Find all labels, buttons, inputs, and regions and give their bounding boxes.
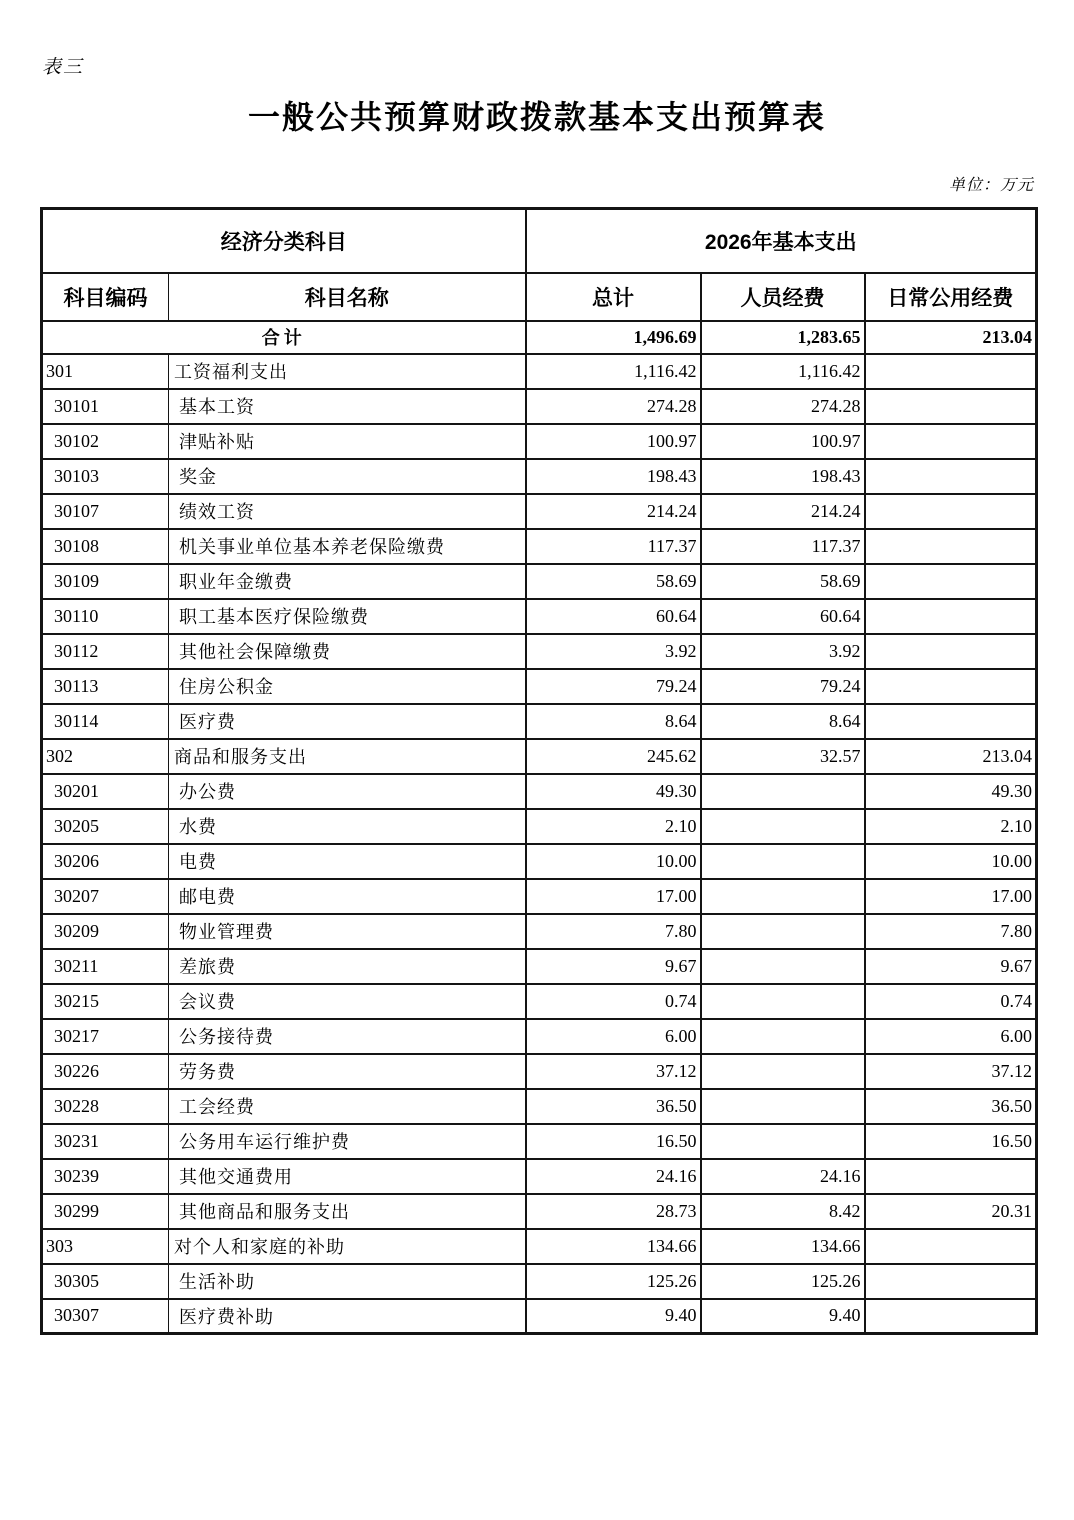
row-code: 30101: [42, 389, 169, 424]
table-row: [42, 844, 1037, 879]
row-name: 奖金: [169, 459, 526, 494]
row-daily-public: 0.74: [865, 984, 1037, 1019]
row-daily-public: 2.10: [865, 809, 1037, 844]
row-code: 30103: [42, 459, 169, 494]
row-code: 30109: [42, 564, 169, 599]
row-code: 30206: [42, 844, 169, 879]
row-daily-public: 9.67: [865, 949, 1037, 984]
table-row: [42, 494, 1037, 529]
row-code: 30113: [42, 669, 169, 704]
table-row: [42, 1124, 1037, 1159]
table-row: [42, 564, 1037, 599]
row-name: 工资福利支出: [169, 354, 526, 389]
table-row: [42, 774, 1037, 809]
row-code: 30114: [42, 704, 169, 739]
row-daily-public: 213.04: [865, 739, 1037, 774]
row-personnel: [701, 1019, 865, 1054]
row-total: 49.30: [526, 774, 701, 809]
row-daily-public: 36.50: [865, 1089, 1037, 1124]
row-total: 58.69: [526, 564, 701, 599]
row-name: 公务接待费: [169, 1019, 526, 1054]
row-personnel: 1,116.42: [701, 354, 865, 389]
row-total: 8.64: [526, 704, 701, 739]
row-code: 30108: [42, 529, 169, 564]
table-row: [42, 1264, 1037, 1299]
table-row: [42, 1299, 1037, 1334]
row-name: 办公费: [169, 774, 526, 809]
total-row-personnel: 1,283.65: [701, 321, 865, 354]
row-daily-public: 37.12: [865, 1054, 1037, 1089]
row-code: 30307: [42, 1299, 169, 1334]
row-total: 3.92: [526, 634, 701, 669]
row-code: 30110: [42, 599, 169, 634]
row-daily-public: 16.50: [865, 1124, 1037, 1159]
row-name: 职工基本医疗保险缴费: [169, 599, 526, 634]
table-row: [42, 1019, 1037, 1054]
row-personnel: [701, 1124, 865, 1159]
row-total: 79.24: [526, 669, 701, 704]
row-personnel: 79.24: [701, 669, 865, 704]
row-code: 30226: [42, 1054, 169, 1089]
row-code: 30217: [42, 1019, 169, 1054]
row-daily-public: [865, 669, 1037, 704]
table-row: [42, 424, 1037, 459]
row-total: 1,116.42: [526, 354, 701, 389]
row-name: 物业管理费: [169, 914, 526, 949]
row-total: 24.16: [526, 1159, 701, 1194]
total-row: [42, 321, 1037, 354]
table-row: [42, 809, 1037, 844]
row-code: 30107: [42, 494, 169, 529]
row-total: 2.10: [526, 809, 701, 844]
row-name: 基本工资: [169, 389, 526, 424]
table-row: [42, 669, 1037, 704]
row-total: 198.43: [526, 459, 701, 494]
row-personnel: [701, 914, 865, 949]
row-personnel: [701, 1054, 865, 1089]
row-code: 30228: [42, 1089, 169, 1124]
row-total: 7.80: [526, 914, 701, 949]
row-name: 医疗费补助: [169, 1299, 526, 1334]
column-header-code: 科目编码: [42, 273, 169, 321]
table-row: [42, 984, 1037, 1019]
column-header-daily-public: 日常公用经费: [865, 273, 1037, 321]
row-total: 9.67: [526, 949, 701, 984]
row-daily-public: [865, 389, 1037, 424]
row-personnel: 214.24: [701, 494, 865, 529]
column-header-personnel: 人员经费: [701, 273, 865, 321]
row-total: 17.00: [526, 879, 701, 914]
row-daily-public: [865, 459, 1037, 494]
row-name: 差旅费: [169, 949, 526, 984]
row-personnel: 117.37: [701, 529, 865, 564]
row-personnel: [701, 879, 865, 914]
row-code: 30102: [42, 424, 169, 459]
row-personnel: 134.66: [701, 1229, 865, 1264]
row-daily-public: 49.30: [865, 774, 1037, 809]
row-name: 其他交通费用: [169, 1159, 526, 1194]
row-daily-public: 20.31: [865, 1194, 1037, 1229]
table-row: [42, 389, 1037, 424]
row-personnel: [701, 949, 865, 984]
row-personnel: 8.64: [701, 704, 865, 739]
row-personnel: 58.69: [701, 564, 865, 599]
unit-note: 单位：万元: [948, 177, 1034, 194]
row-daily-public: [865, 1229, 1037, 1264]
column-header-total: 总计: [526, 273, 701, 321]
row-personnel: 125.26: [701, 1264, 865, 1299]
row-name: 电费: [169, 844, 526, 879]
row-total: 36.50: [526, 1089, 701, 1124]
row-daily-public: 17.00: [865, 879, 1037, 914]
row-personnel: [701, 774, 865, 809]
row-name: 其他商品和服务支出: [169, 1194, 526, 1229]
row-total: 117.37: [526, 529, 701, 564]
total-row-daily-public: 213.04: [865, 321, 1037, 354]
row-personnel: 9.40: [701, 1299, 865, 1334]
page-title: 一般公共预算财政拨款基本支出预算表: [247, 99, 826, 135]
header-economic-category-group: 经济分类科目: [42, 209, 526, 273]
row-daily-public: [865, 704, 1037, 739]
table-row: [42, 1159, 1037, 1194]
table-row: [42, 739, 1037, 774]
row-personnel: [701, 844, 865, 879]
row-name: 医疗费: [169, 704, 526, 739]
column-header-name: 科目名称: [169, 273, 526, 321]
row-daily-public: [865, 529, 1037, 564]
budget-table: [40, 207, 1038, 1335]
row-total: 37.12: [526, 1054, 701, 1089]
row-personnel: [701, 984, 865, 1019]
row-code: 302: [42, 739, 169, 774]
row-total: 134.66: [526, 1229, 701, 1264]
table-body: [42, 321, 1037, 1334]
row-name: 住房公积金: [169, 669, 526, 704]
table-row: [42, 1194, 1037, 1229]
row-personnel: 198.43: [701, 459, 865, 494]
table-row: [42, 354, 1037, 389]
row-daily-public: [865, 599, 1037, 634]
row-personnel: 32.57: [701, 739, 865, 774]
row-total: 16.50: [526, 1124, 701, 1159]
table-row: [42, 914, 1037, 949]
table-row: [42, 704, 1037, 739]
row-name: 绩效工资: [169, 494, 526, 529]
row-name: 生活补助: [169, 1264, 526, 1299]
row-name: 商品和服务支出: [169, 739, 526, 774]
row-total: 274.28: [526, 389, 701, 424]
row-total: 0.74: [526, 984, 701, 1019]
row-daily-public: [865, 494, 1037, 529]
row-total: 125.26: [526, 1264, 701, 1299]
table-row: [42, 879, 1037, 914]
row-personnel: 24.16: [701, 1159, 865, 1194]
row-name: 津贴补贴: [169, 424, 526, 459]
row-code: 30215: [42, 984, 169, 1019]
row-code: 30209: [42, 914, 169, 949]
row-total: 245.62: [526, 739, 701, 774]
row-code: 30201: [42, 774, 169, 809]
total-row-label: 合计: [42, 321, 526, 354]
table-row: [42, 599, 1037, 634]
row-code: 30207: [42, 879, 169, 914]
row-daily-public: [865, 1159, 1037, 1194]
row-name: 公务用车运行维护费: [169, 1124, 526, 1159]
header-group-row: [42, 209, 1037, 273]
row-name: 会议费: [169, 984, 526, 1019]
row-personnel: 274.28: [701, 389, 865, 424]
row-code: 30231: [42, 1124, 169, 1159]
table-row: [42, 1054, 1037, 1089]
row-personnel: [701, 1089, 865, 1124]
row-total: 60.64: [526, 599, 701, 634]
row-personnel: 60.64: [701, 599, 865, 634]
table-row: [42, 1229, 1037, 1264]
table-row: [42, 634, 1037, 669]
row-personnel: 8.42: [701, 1194, 865, 1229]
row-code: 30305: [42, 1264, 169, 1299]
row-code: 30299: [42, 1194, 169, 1229]
table-row: [42, 949, 1037, 984]
row-name: 劳务费: [169, 1054, 526, 1089]
row-daily-public: [865, 424, 1037, 459]
row-daily-public: 6.00: [865, 1019, 1037, 1054]
row-daily-public: [865, 354, 1037, 389]
row-personnel: 3.92: [701, 634, 865, 669]
total-row-total: 1,496.69: [526, 321, 701, 354]
row-total: 28.73: [526, 1194, 701, 1229]
row-total: 100.97: [526, 424, 701, 459]
row-daily-public: [865, 564, 1037, 599]
row-code: 303: [42, 1229, 169, 1264]
table-row: [42, 1089, 1037, 1124]
row-name: 水费: [169, 809, 526, 844]
row-total: 9.40: [526, 1299, 701, 1334]
row-name: 职业年金缴费: [169, 564, 526, 599]
row-daily-public: 10.00: [865, 844, 1037, 879]
row-personnel: [701, 809, 865, 844]
row-total: 6.00: [526, 1019, 701, 1054]
row-personnel: 100.97: [701, 424, 865, 459]
row-name: 邮电费: [169, 879, 526, 914]
row-code: 30112: [42, 634, 169, 669]
row-code: 301: [42, 354, 169, 389]
row-name: 工会经费: [169, 1089, 526, 1124]
row-daily-public: [865, 1299, 1037, 1334]
row-code: 30211: [42, 949, 169, 984]
row-name: 对个人和家庭的补助: [169, 1229, 526, 1264]
row-daily-public: [865, 634, 1037, 669]
table-row: [42, 459, 1037, 494]
table-number-label: 表三: [42, 57, 85, 78]
row-code: 30205: [42, 809, 169, 844]
row-code: 30239: [42, 1159, 169, 1194]
header-columns-row: [42, 273, 1037, 321]
header-basic-expenditure-group: 2026年基本支出: [526, 209, 1037, 273]
table-row: [42, 529, 1037, 564]
row-name: 其他社会保障缴费: [169, 634, 526, 669]
row-daily-public: [865, 1264, 1037, 1299]
row-name: 机关事业单位基本养老保险缴费: [169, 529, 526, 564]
row-daily-public: 7.80: [865, 914, 1037, 949]
row-total: 214.24: [526, 494, 701, 529]
row-total: 10.00: [526, 844, 701, 879]
